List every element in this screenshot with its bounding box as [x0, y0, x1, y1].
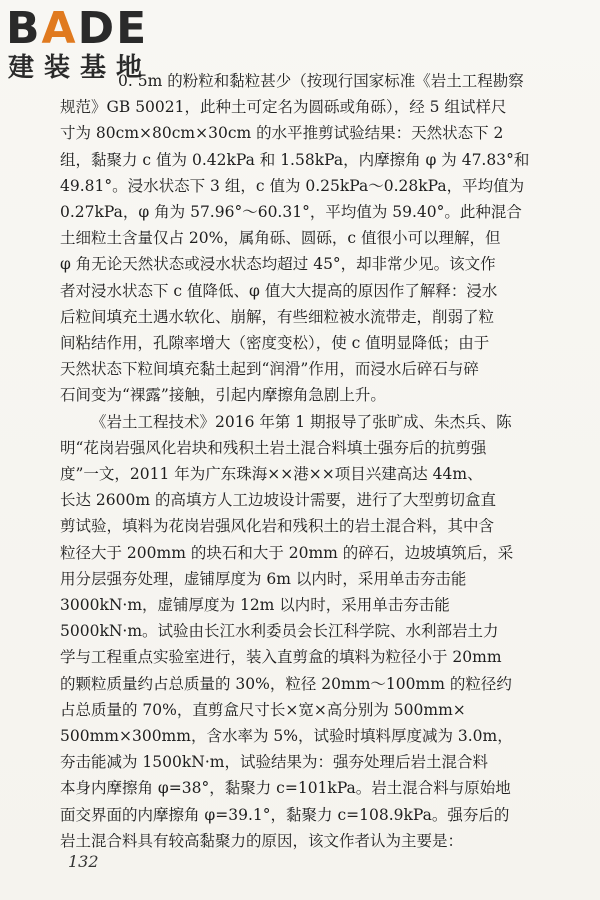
text-line: 剪试验，填料为花岗岩强风化岩和残积土的岩土混合料，其中含 [60, 517, 495, 536]
text-line: 间粘结作用，孔隙率增大（密度变松），使 c 值明显降低；由于 [60, 334, 490, 353]
body-text [60, 68, 552, 854]
text-line: φ 角无论天然状态或浸水状态均超过 45°，却非常少见。该文作 [60, 255, 496, 274]
text-line: 组，黏聚力 c 值为 0.42kPa 和 1.58kPa，内摩擦角 φ 为 47.83°和 [60, 150, 530, 169]
text-line: 用分层强夯处理，虚铺厚度为 6m 以内时，采用单击夯击能 [60, 569, 467, 588]
text-line: 石间变为“裸露”接触，引起内摩擦角急剧上升。 [60, 386, 386, 405]
text-line: 度”一文，2011 年为广东珠海××港××项目兴建高达 44m、 [60, 465, 483, 484]
text-line: 面交界面的内摩擦角 φ=39.1°，黏聚力 c=108.9kPa。强夯后的 [60, 805, 510, 824]
text-line: 0.27kPa，φ 角为 57.96°～60.31°，平均值为 59.40°。此种混合 [60, 203, 522, 222]
text-line: 粒径大于 200mm 的块石和大于 20mm 的碎石，边坡填筑后，采 [60, 543, 514, 562]
text-line: 5000kN·m。试验由长江水利委员会长江科学院、水利部岩土力 [60, 622, 499, 641]
text-line: 岩土混合料具有较高黏聚力的原因，该文作者认为主要是： [60, 831, 464, 850]
text-line: 49.81°。浸水状态下 3 组，c 值为 0.25kPa～0.28kPa，平均值为 [60, 176, 525, 195]
text-line: 500mm×300mm，含水率为 5%，试验时填料厚度减为 3.0m， [60, 727, 513, 746]
logo-subtitle: 建装基地 [8, 53, 153, 83]
text-line: 寸为 80cm×80cm×30cm 的水平推剪试验结果：天然状态下 2 [60, 124, 504, 143]
text-line: 长达 2600m 的高填方人工边坡设计需要，进行了大型剪切盒直 [60, 491, 496, 510]
logo-wordmark [6, 3, 149, 54]
text-line: 后粒间填充土遇水软化、崩解，有些细粒被水流带走，削弱了粒 [60, 307, 495, 326]
text-line: 夯击能减为 1500kN·m，试验结果为：强夯处理后岩土混合料 [60, 753, 488, 772]
text-line: 0. 5m 的粉粒和黏粒甚少（按现行国家标准《岩土工程勘察 [118, 72, 524, 90]
paragraph-2 [60, 409, 552, 854]
text-line: 明“花岗岩强风化岩块和残积土岩土混合料填土强夯后的抗剪强 [60, 438, 487, 457]
page-number: 132 [68, 852, 99, 871]
text-line: 《岩土工程技术》2016 年第 1 期报导了张旷成、朱杰兵、陈 [91, 412, 512, 431]
logo-letter-b: B [6, 3, 42, 54]
logo-letter-a: A [41, 3, 78, 54]
text-line: 规范》GB 50021，此种土可定名为圆砾或角砾），经 5 组试样尺 [60, 98, 507, 117]
paragraph-1 [60, 68, 552, 409]
text-line: 3000kN·m，虚铺厚度为 12m 以内时，采用单击夯击能 [60, 596, 450, 615]
text-line: 土细粒土含量仅占 20%，属角砾、圆砾，c 值很小可以理解，但 [60, 229, 501, 248]
logo-letters-de: DE [77, 3, 149, 54]
text-line: 学与工程重点实验室进行，装入直剪盒的填料为粒径小于 20mm [60, 648, 502, 667]
text-line: 本身内摩擦角 φ=38°，黏聚力 c=101kPa。岩土混合料与原始地 [60, 779, 511, 798]
text-line: 天然状态下粒间填充黏土起到“润滑”作用，而浸水后碎石与碎 [60, 360, 479, 379]
text-line: 占总质量的 70%，直剪盒尺寸长×宽×高分别为 500mm× [60, 700, 466, 719]
text-line: 的颗粒质量约占总质量的 30%，粒径 20mm～100mm 的粒径约 [60, 674, 512, 693]
text-line: 者对浸水状态下 c 值降低、φ 值大大提高的原因作了解释：浸水 [60, 281, 498, 300]
